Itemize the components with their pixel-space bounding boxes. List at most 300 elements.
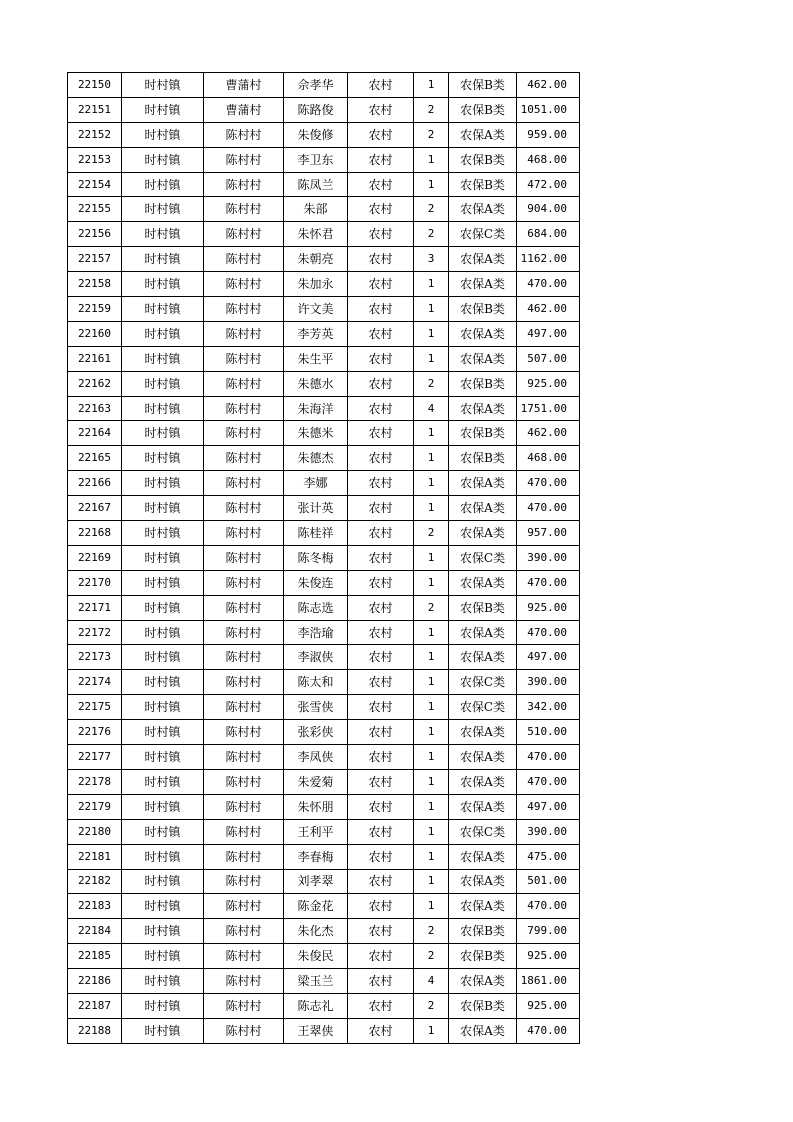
- cell-town: 时村镇: [122, 844, 204, 869]
- cell-town: 时村镇: [122, 869, 204, 894]
- cell-village: 陈村村: [204, 247, 284, 272]
- records-table: [67, 72, 580, 1044]
- cell-member-count: 1: [414, 272, 449, 297]
- cell-person-name: 陈志礼: [284, 993, 348, 1018]
- cell-record-id: 22153: [68, 147, 122, 172]
- cell-insurance-category: 农保B类: [449, 172, 517, 197]
- cell-household-type: 农村: [348, 645, 414, 670]
- table-row: [68, 993, 580, 1018]
- cell-insurance-category: 农保A类: [449, 247, 517, 272]
- cell-household-type: 农村: [348, 794, 414, 819]
- cell-insurance-category: 农保B类: [449, 919, 517, 944]
- table-row: [68, 172, 580, 197]
- cell-town: 时村镇: [122, 645, 204, 670]
- table-row: [68, 969, 580, 994]
- cell-household-type: 农村: [348, 919, 414, 944]
- cell-record-id: 22176: [68, 720, 122, 745]
- cell-person-name: 陈凤兰: [284, 172, 348, 197]
- cell-person-name: 李浩瑜: [284, 620, 348, 645]
- cell-household-type: 农村: [348, 720, 414, 745]
- cell-insurance-category: 农保B类: [449, 73, 517, 98]
- cell-person-name: 张彩侠: [284, 720, 348, 745]
- cell-insurance-category: 农保C类: [449, 222, 517, 247]
- cell-village: 陈村村: [204, 794, 284, 819]
- cell-insurance-category: 农保A类: [449, 745, 517, 770]
- cell-insurance-category: 农保C类: [449, 819, 517, 844]
- table-row: [68, 745, 580, 770]
- cell-village: 陈村村: [204, 321, 284, 346]
- cell-town: 时村镇: [122, 122, 204, 147]
- table-row: [68, 496, 580, 521]
- cell-amount: 470.00: [517, 570, 580, 595]
- cell-insurance-category: 农保B类: [449, 993, 517, 1018]
- cell-amount: 390.00: [517, 819, 580, 844]
- cell-village: 陈村村: [204, 122, 284, 147]
- cell-village: 陈村村: [204, 197, 284, 222]
- cell-record-id: 22169: [68, 545, 122, 570]
- cell-insurance-category: 农保C类: [449, 545, 517, 570]
- cell-amount: 925.00: [517, 993, 580, 1018]
- cell-member-count: 1: [414, 1018, 449, 1043]
- cell-insurance-category: 农保A类: [449, 396, 517, 421]
- cell-member-count: 1: [414, 869, 449, 894]
- cell-amount: 957.00: [517, 521, 580, 546]
- table-row: [68, 919, 580, 944]
- cell-record-id: 22154: [68, 172, 122, 197]
- cell-member-count: 1: [414, 346, 449, 371]
- cell-village: 曹蒲村: [204, 73, 284, 98]
- cell-amount: 468.00: [517, 147, 580, 172]
- cell-household-type: 农村: [348, 73, 414, 98]
- cell-village: 陈村村: [204, 545, 284, 570]
- cell-town: 时村镇: [122, 993, 204, 1018]
- cell-member-count: 2: [414, 919, 449, 944]
- cell-insurance-category: 农保A类: [449, 645, 517, 670]
- cell-person-name: 朱俊连: [284, 570, 348, 595]
- cell-amount: 390.00: [517, 670, 580, 695]
- cell-village: 陈村村: [204, 272, 284, 297]
- cell-amount: 462.00: [517, 297, 580, 322]
- cell-insurance-category: 农保B类: [449, 944, 517, 969]
- cell-town: 时村镇: [122, 222, 204, 247]
- cell-village: 陈村村: [204, 645, 284, 670]
- cell-insurance-category: 农保C类: [449, 670, 517, 695]
- cell-insurance-category: 农保B类: [449, 421, 517, 446]
- cell-person-name: 李凤侠: [284, 745, 348, 770]
- cell-village: 陈村村: [204, 720, 284, 745]
- cell-person-name: 陈志选: [284, 595, 348, 620]
- cell-member-count: 1: [414, 720, 449, 745]
- cell-amount: 462.00: [517, 73, 580, 98]
- cell-record-id: 22161: [68, 346, 122, 371]
- cell-record-id: 22179: [68, 794, 122, 819]
- table-row: [68, 521, 580, 546]
- cell-household-type: 农村: [348, 695, 414, 720]
- cell-amount: 501.00: [517, 869, 580, 894]
- cell-household-type: 农村: [348, 620, 414, 645]
- table-row: [68, 197, 580, 222]
- cell-town: 时村镇: [122, 421, 204, 446]
- cell-person-name: 梁玉兰: [284, 969, 348, 994]
- cell-insurance-category: 农保B类: [449, 446, 517, 471]
- cell-amount: 684.00: [517, 222, 580, 247]
- cell-member-count: 2: [414, 222, 449, 247]
- cell-record-id: 22168: [68, 521, 122, 546]
- cell-amount: 507.00: [517, 346, 580, 371]
- cell-amount: 799.00: [517, 919, 580, 944]
- cell-town: 时村镇: [122, 545, 204, 570]
- cell-member-count: 1: [414, 844, 449, 869]
- cell-member-count: 1: [414, 620, 449, 645]
- cell-person-name: 许文美: [284, 297, 348, 322]
- cell-town: 时村镇: [122, 944, 204, 969]
- cell-amount: 470.00: [517, 1018, 580, 1043]
- cell-person-name: 朱海洋: [284, 396, 348, 421]
- cell-member-count: 1: [414, 471, 449, 496]
- cell-village: 陈村村: [204, 869, 284, 894]
- cell-record-id: 22162: [68, 371, 122, 396]
- cell-town: 时村镇: [122, 73, 204, 98]
- cell-household-type: 农村: [348, 222, 414, 247]
- cell-town: 时村镇: [122, 396, 204, 421]
- cell-town: 时村镇: [122, 720, 204, 745]
- cell-village: 陈村村: [204, 222, 284, 247]
- cell-insurance-category: 农保B类: [449, 147, 517, 172]
- table-row: [68, 869, 580, 894]
- cell-record-id: 22155: [68, 197, 122, 222]
- cell-household-type: 农村: [348, 321, 414, 346]
- cell-record-id: 22184: [68, 919, 122, 944]
- cell-town: 时村镇: [122, 247, 204, 272]
- table-row: [68, 695, 580, 720]
- cell-record-id: 22152: [68, 122, 122, 147]
- cell-amount: 497.00: [517, 794, 580, 819]
- table-row: [68, 297, 580, 322]
- table-body: [68, 73, 580, 1044]
- cell-village: 陈村村: [204, 1018, 284, 1043]
- cell-member-count: 1: [414, 172, 449, 197]
- cell-person-name: 陈金花: [284, 894, 348, 919]
- cell-member-count: 1: [414, 570, 449, 595]
- cell-village: 陈村村: [204, 769, 284, 794]
- cell-person-name: 朱化杰: [284, 919, 348, 944]
- cell-amount: 1861.00: [517, 969, 580, 994]
- cell-member-count: 1: [414, 421, 449, 446]
- cell-amount: 510.00: [517, 720, 580, 745]
- cell-person-name: 陈桂祥: [284, 521, 348, 546]
- table-row: [68, 222, 580, 247]
- table-row: [68, 346, 580, 371]
- cell-insurance-category: 农保A类: [449, 620, 517, 645]
- cell-household-type: 农村: [348, 521, 414, 546]
- cell-record-id: 22177: [68, 745, 122, 770]
- cell-insurance-category: 农保A类: [449, 122, 517, 147]
- cell-town: 时村镇: [122, 172, 204, 197]
- cell-member-count: 1: [414, 321, 449, 346]
- cell-person-name: 朱朝亮: [284, 247, 348, 272]
- cell-amount: 470.00: [517, 272, 580, 297]
- cell-insurance-category: 农保A类: [449, 894, 517, 919]
- cell-household-type: 农村: [348, 993, 414, 1018]
- cell-record-id: 22183: [68, 894, 122, 919]
- cell-record-id: 22156: [68, 222, 122, 247]
- cell-record-id: 22164: [68, 421, 122, 446]
- cell-person-name: 陈冬梅: [284, 545, 348, 570]
- cell-amount: 470.00: [517, 894, 580, 919]
- cell-person-name: 朱德水: [284, 371, 348, 396]
- cell-record-id: 22187: [68, 993, 122, 1018]
- cell-member-count: 2: [414, 371, 449, 396]
- cell-member-count: 1: [414, 496, 449, 521]
- cell-insurance-category: 农保A类: [449, 1018, 517, 1043]
- cell-insurance-category: 农保A类: [449, 570, 517, 595]
- cell-person-name: 李芳英: [284, 321, 348, 346]
- cell-record-id: 22167: [68, 496, 122, 521]
- cell-village: 陈村村: [204, 993, 284, 1018]
- cell-amount: 1051.00: [517, 97, 580, 122]
- cell-village: 陈村村: [204, 371, 284, 396]
- cell-record-id: 22188: [68, 1018, 122, 1043]
- table-row: [68, 371, 580, 396]
- cell-amount: 470.00: [517, 769, 580, 794]
- cell-person-name: 李淑侠: [284, 645, 348, 670]
- cell-member-count: 2: [414, 595, 449, 620]
- cell-town: 时村镇: [122, 969, 204, 994]
- cell-village: 陈村村: [204, 944, 284, 969]
- cell-member-count: 1: [414, 297, 449, 322]
- cell-amount: 468.00: [517, 446, 580, 471]
- cell-amount: 470.00: [517, 496, 580, 521]
- cell-member-count: 1: [414, 645, 449, 670]
- cell-amount: 959.00: [517, 122, 580, 147]
- table-row: [68, 97, 580, 122]
- cell-village: 陈村村: [204, 819, 284, 844]
- cell-record-id: 22160: [68, 321, 122, 346]
- cell-town: 时村镇: [122, 620, 204, 645]
- cell-amount: 472.00: [517, 172, 580, 197]
- cell-member-count: 3: [414, 247, 449, 272]
- cell-member-count: 2: [414, 122, 449, 147]
- cell-village: 陈村村: [204, 919, 284, 944]
- cell-amount: 925.00: [517, 371, 580, 396]
- cell-member-count: 2: [414, 993, 449, 1018]
- cell-person-name: 刘孝翠: [284, 869, 348, 894]
- cell-person-name: 张雪侠: [284, 695, 348, 720]
- cell-household-type: 农村: [348, 969, 414, 994]
- cell-amount: 1162.00: [517, 247, 580, 272]
- cell-village: 陈村村: [204, 570, 284, 595]
- cell-household-type: 农村: [348, 371, 414, 396]
- cell-record-id: 22180: [68, 819, 122, 844]
- cell-person-name: 朱德杰: [284, 446, 348, 471]
- cell-village: 陈村村: [204, 670, 284, 695]
- cell-village: 陈村村: [204, 844, 284, 869]
- cell-town: 时村镇: [122, 695, 204, 720]
- cell-member-count: 1: [414, 545, 449, 570]
- cell-insurance-category: 农保A类: [449, 720, 517, 745]
- cell-household-type: 农村: [348, 97, 414, 122]
- cell-household-type: 农村: [348, 346, 414, 371]
- cell-person-name: 李娜: [284, 471, 348, 496]
- cell-town: 时村镇: [122, 272, 204, 297]
- cell-household-type: 农村: [348, 769, 414, 794]
- cell-town: 时村镇: [122, 794, 204, 819]
- cell-record-id: 22178: [68, 769, 122, 794]
- table-row: [68, 247, 580, 272]
- cell-town: 时村镇: [122, 346, 204, 371]
- cell-member-count: 1: [414, 695, 449, 720]
- table-row: [68, 545, 580, 570]
- cell-amount: 342.00: [517, 695, 580, 720]
- cell-member-count: 1: [414, 794, 449, 819]
- cell-member-count: 4: [414, 969, 449, 994]
- cell-village: 陈村村: [204, 147, 284, 172]
- cell-household-type: 农村: [348, 570, 414, 595]
- cell-household-type: 农村: [348, 496, 414, 521]
- table-row: [68, 570, 580, 595]
- cell-insurance-category: 农保B类: [449, 595, 517, 620]
- cell-village: 陈村村: [204, 695, 284, 720]
- cell-member-count: 1: [414, 894, 449, 919]
- cell-town: 时村镇: [122, 745, 204, 770]
- table-row: [68, 321, 580, 346]
- table-row: [68, 720, 580, 745]
- cell-insurance-category: 农保A类: [449, 869, 517, 894]
- cell-member-count: 2: [414, 97, 449, 122]
- cell-town: 时村镇: [122, 919, 204, 944]
- cell-town: 时村镇: [122, 297, 204, 322]
- cell-household-type: 农村: [348, 869, 414, 894]
- cell-village: 陈村村: [204, 297, 284, 322]
- cell-amount: 925.00: [517, 944, 580, 969]
- cell-amount: 470.00: [517, 471, 580, 496]
- table-row: [68, 396, 580, 421]
- cell-insurance-category: 农保A类: [449, 844, 517, 869]
- cell-member-count: 1: [414, 73, 449, 98]
- cell-village: 陈村村: [204, 421, 284, 446]
- cell-village: 陈村村: [204, 745, 284, 770]
- cell-person-name: 朱怀朋: [284, 794, 348, 819]
- table-row: [68, 819, 580, 844]
- cell-town: 时村镇: [122, 496, 204, 521]
- cell-town: 时村镇: [122, 595, 204, 620]
- cell-record-id: 22181: [68, 844, 122, 869]
- table-row: [68, 272, 580, 297]
- cell-household-type: 农村: [348, 819, 414, 844]
- cell-amount: 497.00: [517, 645, 580, 670]
- cell-town: 时村镇: [122, 197, 204, 222]
- cell-person-name: 王利平: [284, 819, 348, 844]
- table-row: [68, 73, 580, 98]
- cell-household-type: 农村: [348, 122, 414, 147]
- cell-town: 时村镇: [122, 471, 204, 496]
- cell-record-id: 22185: [68, 944, 122, 969]
- cell-person-name: 朱加永: [284, 272, 348, 297]
- table-row: [68, 794, 580, 819]
- cell-town: 时村镇: [122, 446, 204, 471]
- cell-member-count: 1: [414, 670, 449, 695]
- cell-household-type: 农村: [348, 396, 414, 421]
- cell-person-name: 朱生平: [284, 346, 348, 371]
- cell-record-id: 22172: [68, 620, 122, 645]
- cell-record-id: 22170: [68, 570, 122, 595]
- cell-household-type: 农村: [348, 297, 414, 322]
- cell-amount: 1751.00: [517, 396, 580, 421]
- cell-person-name: 朱怀君: [284, 222, 348, 247]
- cell-household-type: 农村: [348, 197, 414, 222]
- cell-household-type: 农村: [348, 147, 414, 172]
- cell-member-count: 1: [414, 446, 449, 471]
- table-row: [68, 944, 580, 969]
- cell-insurance-category: 农保A类: [449, 471, 517, 496]
- cell-person-name: 朱俊民: [284, 944, 348, 969]
- cell-person-name: 李卫东: [284, 147, 348, 172]
- cell-amount: 462.00: [517, 421, 580, 446]
- cell-town: 时村镇: [122, 147, 204, 172]
- cell-record-id: 22175: [68, 695, 122, 720]
- cell-insurance-category: 农保A类: [449, 521, 517, 546]
- cell-town: 时村镇: [122, 894, 204, 919]
- cell-household-type: 农村: [348, 1018, 414, 1043]
- cell-household-type: 农村: [348, 595, 414, 620]
- table-row: [68, 147, 580, 172]
- cell-village: 陈村村: [204, 346, 284, 371]
- cell-member-count: 1: [414, 819, 449, 844]
- cell-insurance-category: 农保A类: [449, 272, 517, 297]
- cell-household-type: 农村: [348, 471, 414, 496]
- cell-record-id: 22163: [68, 396, 122, 421]
- cell-person-name: 朱部: [284, 197, 348, 222]
- table-row: [68, 471, 580, 496]
- cell-household-type: 农村: [348, 247, 414, 272]
- cell-person-name: 朱爱菊: [284, 769, 348, 794]
- cell-village: 陈村村: [204, 521, 284, 546]
- cell-record-id: 22174: [68, 670, 122, 695]
- cell-town: 时村镇: [122, 819, 204, 844]
- cell-insurance-category: 农保B类: [449, 297, 517, 322]
- cell-household-type: 农村: [348, 670, 414, 695]
- cell-village: 陈村村: [204, 620, 284, 645]
- cell-amount: 904.00: [517, 197, 580, 222]
- cell-member-count: 1: [414, 745, 449, 770]
- cell-household-type: 农村: [348, 944, 414, 969]
- cell-person-name: 李春梅: [284, 844, 348, 869]
- cell-record-id: 22157: [68, 247, 122, 272]
- table-row: [68, 894, 580, 919]
- table-row: [68, 1018, 580, 1043]
- cell-household-type: 农村: [348, 745, 414, 770]
- cell-member-count: 1: [414, 147, 449, 172]
- cell-member-count: 2: [414, 197, 449, 222]
- cell-village: 陈村村: [204, 446, 284, 471]
- table-row: [68, 122, 580, 147]
- cell-record-id: 22158: [68, 272, 122, 297]
- cell-household-type: 农村: [348, 545, 414, 570]
- cell-town: 时村镇: [122, 570, 204, 595]
- cell-village: 陈村村: [204, 396, 284, 421]
- cell-person-name: 朱德米: [284, 421, 348, 446]
- cell-person-name: 陈路俊: [284, 97, 348, 122]
- cell-person-name: 朱俊修: [284, 122, 348, 147]
- cell-insurance-category: 农保A类: [449, 794, 517, 819]
- table-row: [68, 446, 580, 471]
- cell-village: 陈村村: [204, 496, 284, 521]
- cell-village: 曹蒲村: [204, 97, 284, 122]
- cell-record-id: 22182: [68, 869, 122, 894]
- cell-record-id: 22159: [68, 297, 122, 322]
- table-row: [68, 844, 580, 869]
- cell-member-count: 2: [414, 521, 449, 546]
